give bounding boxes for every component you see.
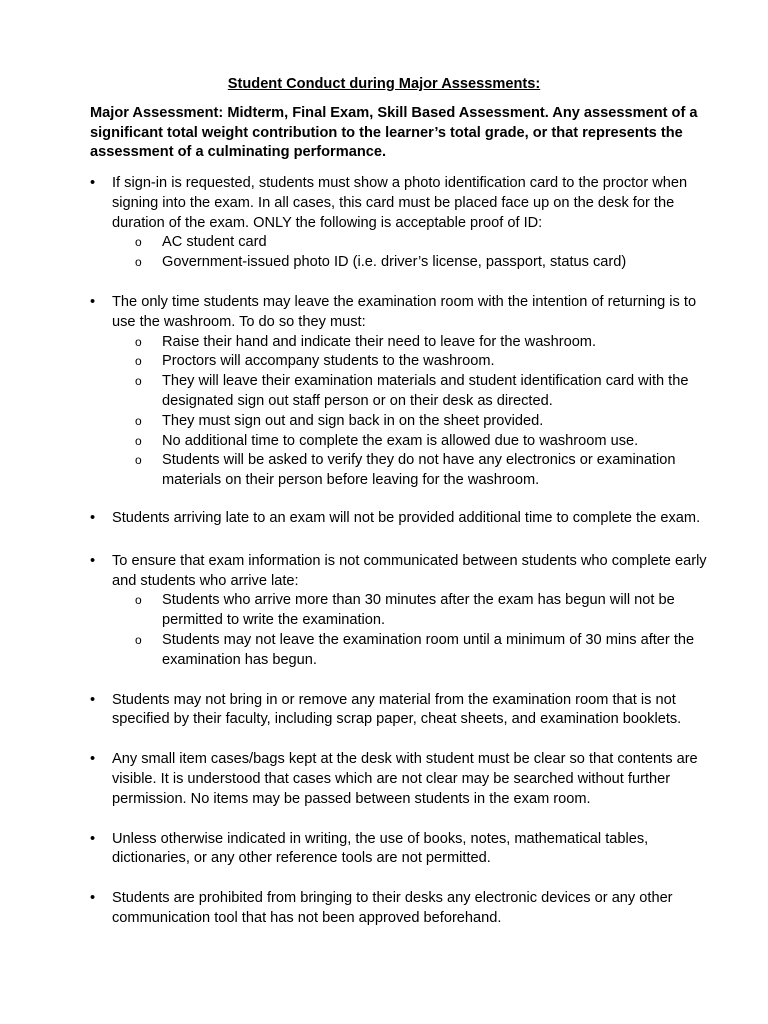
- rule-text: Unless otherwise indicated in writing, the use of books, notes, mathematical tables, dictionaries, or any other reference tools are not permitted.: [112, 830, 649, 867]
- sub-item-text: They must sign out and sign back in on the sheet provided.: [162, 412, 544, 429]
- sub-bullet-marker: o: [135, 354, 142, 369]
- sub-item: [112, 253, 710, 273]
- rules-list: [90, 174, 710, 949]
- rule-text: Students are prohibited from bringing to their desks any electronic devices or any other communication tool that has not been approved beforehand.: [112, 890, 673, 926]
- rule-item-bags: [90, 750, 710, 809]
- intro-paragraph: Major Assessment: Midterm, Final Exam, Skill Based Assessment. Any assessment of a significant total weight contribution to the learner’s total grade, or that represents the assessment of a culminating performance.: [90, 105, 698, 160]
- rule-item-photo-id: [90, 174, 710, 273]
- bullet-marker: •: [90, 691, 96, 708]
- rule-item-electronics: [90, 889, 710, 929]
- sub-list: [112, 333, 710, 491]
- rule-text: Students arriving late to an exam will not be provided additional time to complete the exam.: [112, 509, 701, 526]
- sub-bullet-marker: o: [135, 255, 142, 270]
- sub-item-text: Government-issued photo ID (i.e. driver’s license, passport, status card): [162, 254, 627, 271]
- sub-item: [112, 333, 710, 353]
- sub-item-text: AC student card: [162, 234, 267, 251]
- sub-item: [112, 233, 710, 253]
- sub-bullet-marker: o: [135, 334, 142, 349]
- rule-item-late-arrival: [90, 509, 710, 529]
- document-title: Student Conduct during Major Assessments:: [227, 76, 541, 92]
- bullet-marker: •: [90, 509, 96, 526]
- sub-item-text: Students will be asked to verify they do not have any electronics or examination materials on their person before leaving for the washroom.: [162, 452, 676, 489]
- sub-bullet-marker: o: [135, 413, 142, 428]
- sub-bullet-marker: o: [135, 453, 142, 468]
- rule-text: Students may not bring in or remove any material from the examination room that is not specified by their faculty, including scrap paper, cheat sheets, and examination booklets.: [112, 691, 682, 728]
- sub-item-text: Raise their hand and indicate their need to leave for the washroom.: [162, 333, 597, 350]
- sub-list: [112, 233, 710, 273]
- rule-item-materials: [90, 691, 710, 731]
- rule-item-reference-tools: [90, 830, 710, 870]
- rule-text: The only time students may leave the examination room with the intention of returning is to use the washroom. To do so they must:: [112, 293, 697, 330]
- sub-item: [112, 631, 710, 671]
- sub-item-text: Students who arrive more than 30 minutes after the exam has begun will not be permitted to write the examination.: [162, 592, 675, 629]
- rule-item-communication: [90, 552, 710, 671]
- bullet-marker: •: [90, 751, 96, 768]
- bullet-marker: •: [90, 830, 96, 847]
- sub-item-text: No additional time to complete the exam is allowed due to washroom use.: [162, 432, 639, 449]
- rule-text: To ensure that exam information is not communicated between students who complete early and students who arrive late:: [112, 552, 707, 589]
- sub-item: [112, 432, 710, 452]
- sub-list: [112, 591, 710, 670]
- sub-bullet-marker: o: [135, 235, 142, 250]
- sub-item: [112, 372, 710, 412]
- bullet-marker: •: [90, 175, 96, 191]
- bullet-marker: •: [90, 890, 96, 907]
- sub-item-text: They will leave their examination materials and student identification card with the designated sign out staff person or on their desk as directed.: [162, 373, 689, 409]
- sub-item: [112, 451, 710, 491]
- rule-text: If sign-in is requested, students must show a photo identification card to the proctor when signing into the exam. In all cases, this card must be placed face up on the desk for the duration of the exam. ONLY the following is acceptable proof of ID:: [112, 175, 688, 231]
- sub-bullet-marker: o: [135, 632, 142, 647]
- sub-bullet-marker: o: [135, 374, 142, 389]
- sub-item-text: Proctors will accompany students to the washroom.: [162, 353, 495, 370]
- sub-item: [112, 412, 710, 432]
- bullet-marker: •: [90, 552, 96, 569]
- sub-item: [112, 591, 710, 631]
- rule-text: Any small item cases/bags kept at the desk with student must be clear so that contents are visible. It is understood that cases which are not clear may be searched without further permission. No items may be passed between students in the exam room.: [112, 751, 698, 807]
- bullet-marker: •: [90, 293, 96, 310]
- sub-item-text: Students may not leave the examination room until a minimum of 30 mins after the examination has begun.: [162, 631, 695, 668]
- sub-item: [112, 352, 710, 372]
- rule-item-washroom: [90, 293, 710, 491]
- sub-bullet-marker: o: [135, 593, 142, 608]
- sub-bullet-marker: o: [135, 433, 142, 448]
